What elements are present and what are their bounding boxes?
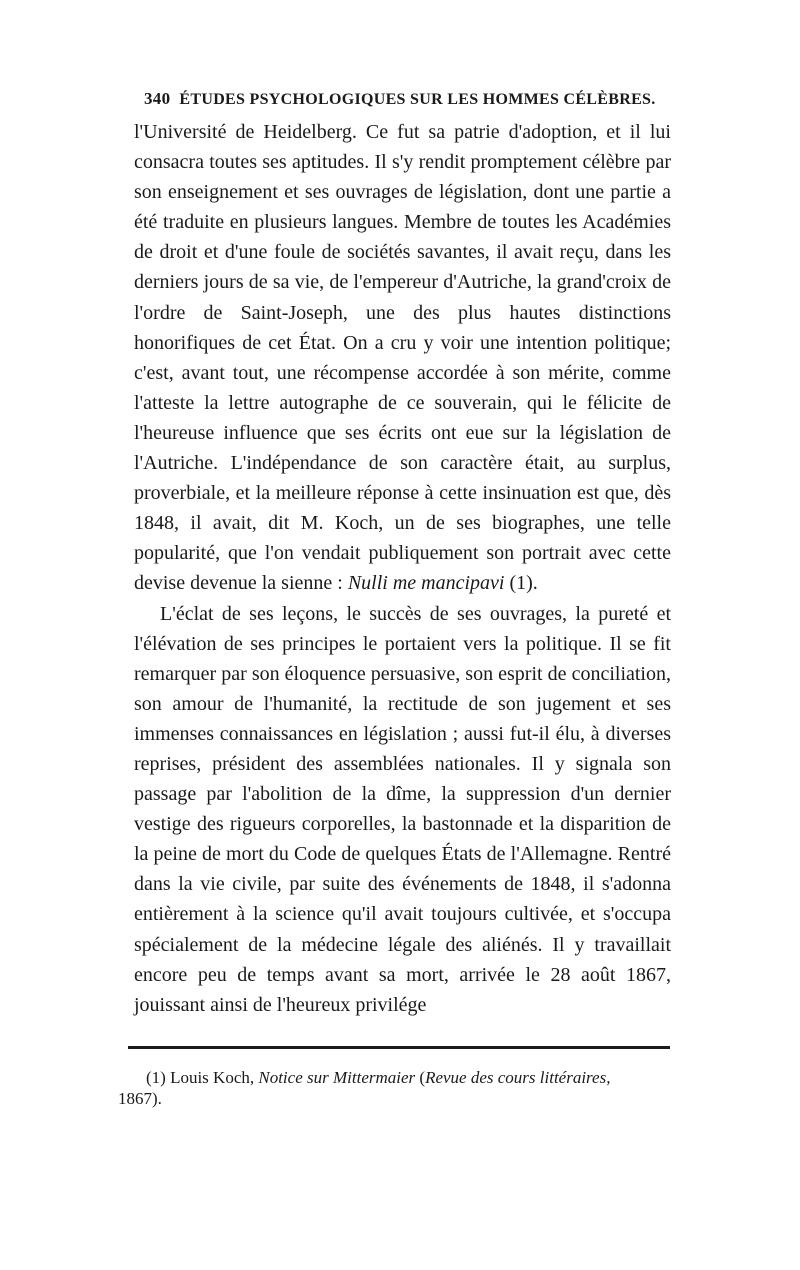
footnote-open-paren: ( xyxy=(415,1067,426,1087)
footnote-source: Revue des cours littéraires, xyxy=(425,1067,611,1087)
page-number: 340 xyxy=(144,89,171,108)
footnote-year: 1867). xyxy=(118,1088,162,1108)
footnote-marker: (1) xyxy=(146,1067,166,1087)
footnote xyxy=(118,1067,671,1109)
running-head xyxy=(144,88,671,111)
paragraph-1 xyxy=(134,117,671,599)
body-text xyxy=(118,117,671,1020)
latin-motto: Nulli me mancipavi xyxy=(347,572,505,595)
paragraph-2: L'éclat de ses leçons, le succès de ses ouvrages, la pureté et l'élévation de ses principes le portaient vers la politique. Il se fit remarquer par son éloquence persuasive, son esprit de conciliation, son amour de l'humanité, la rectitude de son jugement et ses immenses connaissances en législation ; aussi fut-il élu, à diverses reprises, président des assemblées nationales. Il y signala son passage par l'abolition de la dîme, la suppression d'un dernier vestige des rigueurs corporelles, la bastonnade et la disparition de la peine de mort du Code de quelques États de l'Allemagne. Rentré dans la vie civile, par suite des événements de 1848, il s'adonna entièrement à la science qu'il avait toujours cultivée, et s'occupa spécialement de la médecine légale des aliénés. Il y travaillait encore peu de temps avant sa mort, arrivée le 28 août 1867, jouissant ainsi de l'heureux privilége xyxy=(134,602,671,1016)
footnote-work-title: Notice sur Mittermaier xyxy=(258,1067,416,1087)
footnote-reference: (1). xyxy=(504,572,538,595)
book-page xyxy=(118,88,671,1109)
running-title: ÉTUDES PSYCHOLOGIQUES SUR LES HOMMES CÉLÈBRES. xyxy=(179,91,656,108)
paragraph-1-text: l'Université de Heidelberg. Ce fut sa patrie d'adoption, et il lui consacra toutes ses aptitudes. Il s'y rendit promptement célèbre par son enseignement et ses ouvrages de législation, dont une partie a été traduite en plusieurs langues. Membre de toutes les Académies de droit et d'une foule de sociétés savantes, il avait reçu, dans les derniers jours de sa vie, de l'empereur d'Autriche, la grand'croix de l'ordre de Saint-Joseph, une des plus hautes distinctions honorifiques de cet État. On a cru y voir une intention politique; c'est, avant tout, une récompense accordée à son mérite, comme l'atteste la lettre autographe de ce souverain, qui le félicite de l'heureuse influence que ses écrits ont eue sur la législation de l'Autriche. L'indépendance de son caractère était, au surplus, proverbiale, et la meilleure réponse à cette insinuation est que, dès 1848, il avait, dit M. Koch, un de ses biographes, une telle popularité, que l'on vendait publiquement son portrait avec cette devise devenue la sienne : xyxy=(134,121,671,595)
footnote-author: Louis Koch, xyxy=(165,1067,259,1087)
footnote-divider xyxy=(128,1046,670,1049)
